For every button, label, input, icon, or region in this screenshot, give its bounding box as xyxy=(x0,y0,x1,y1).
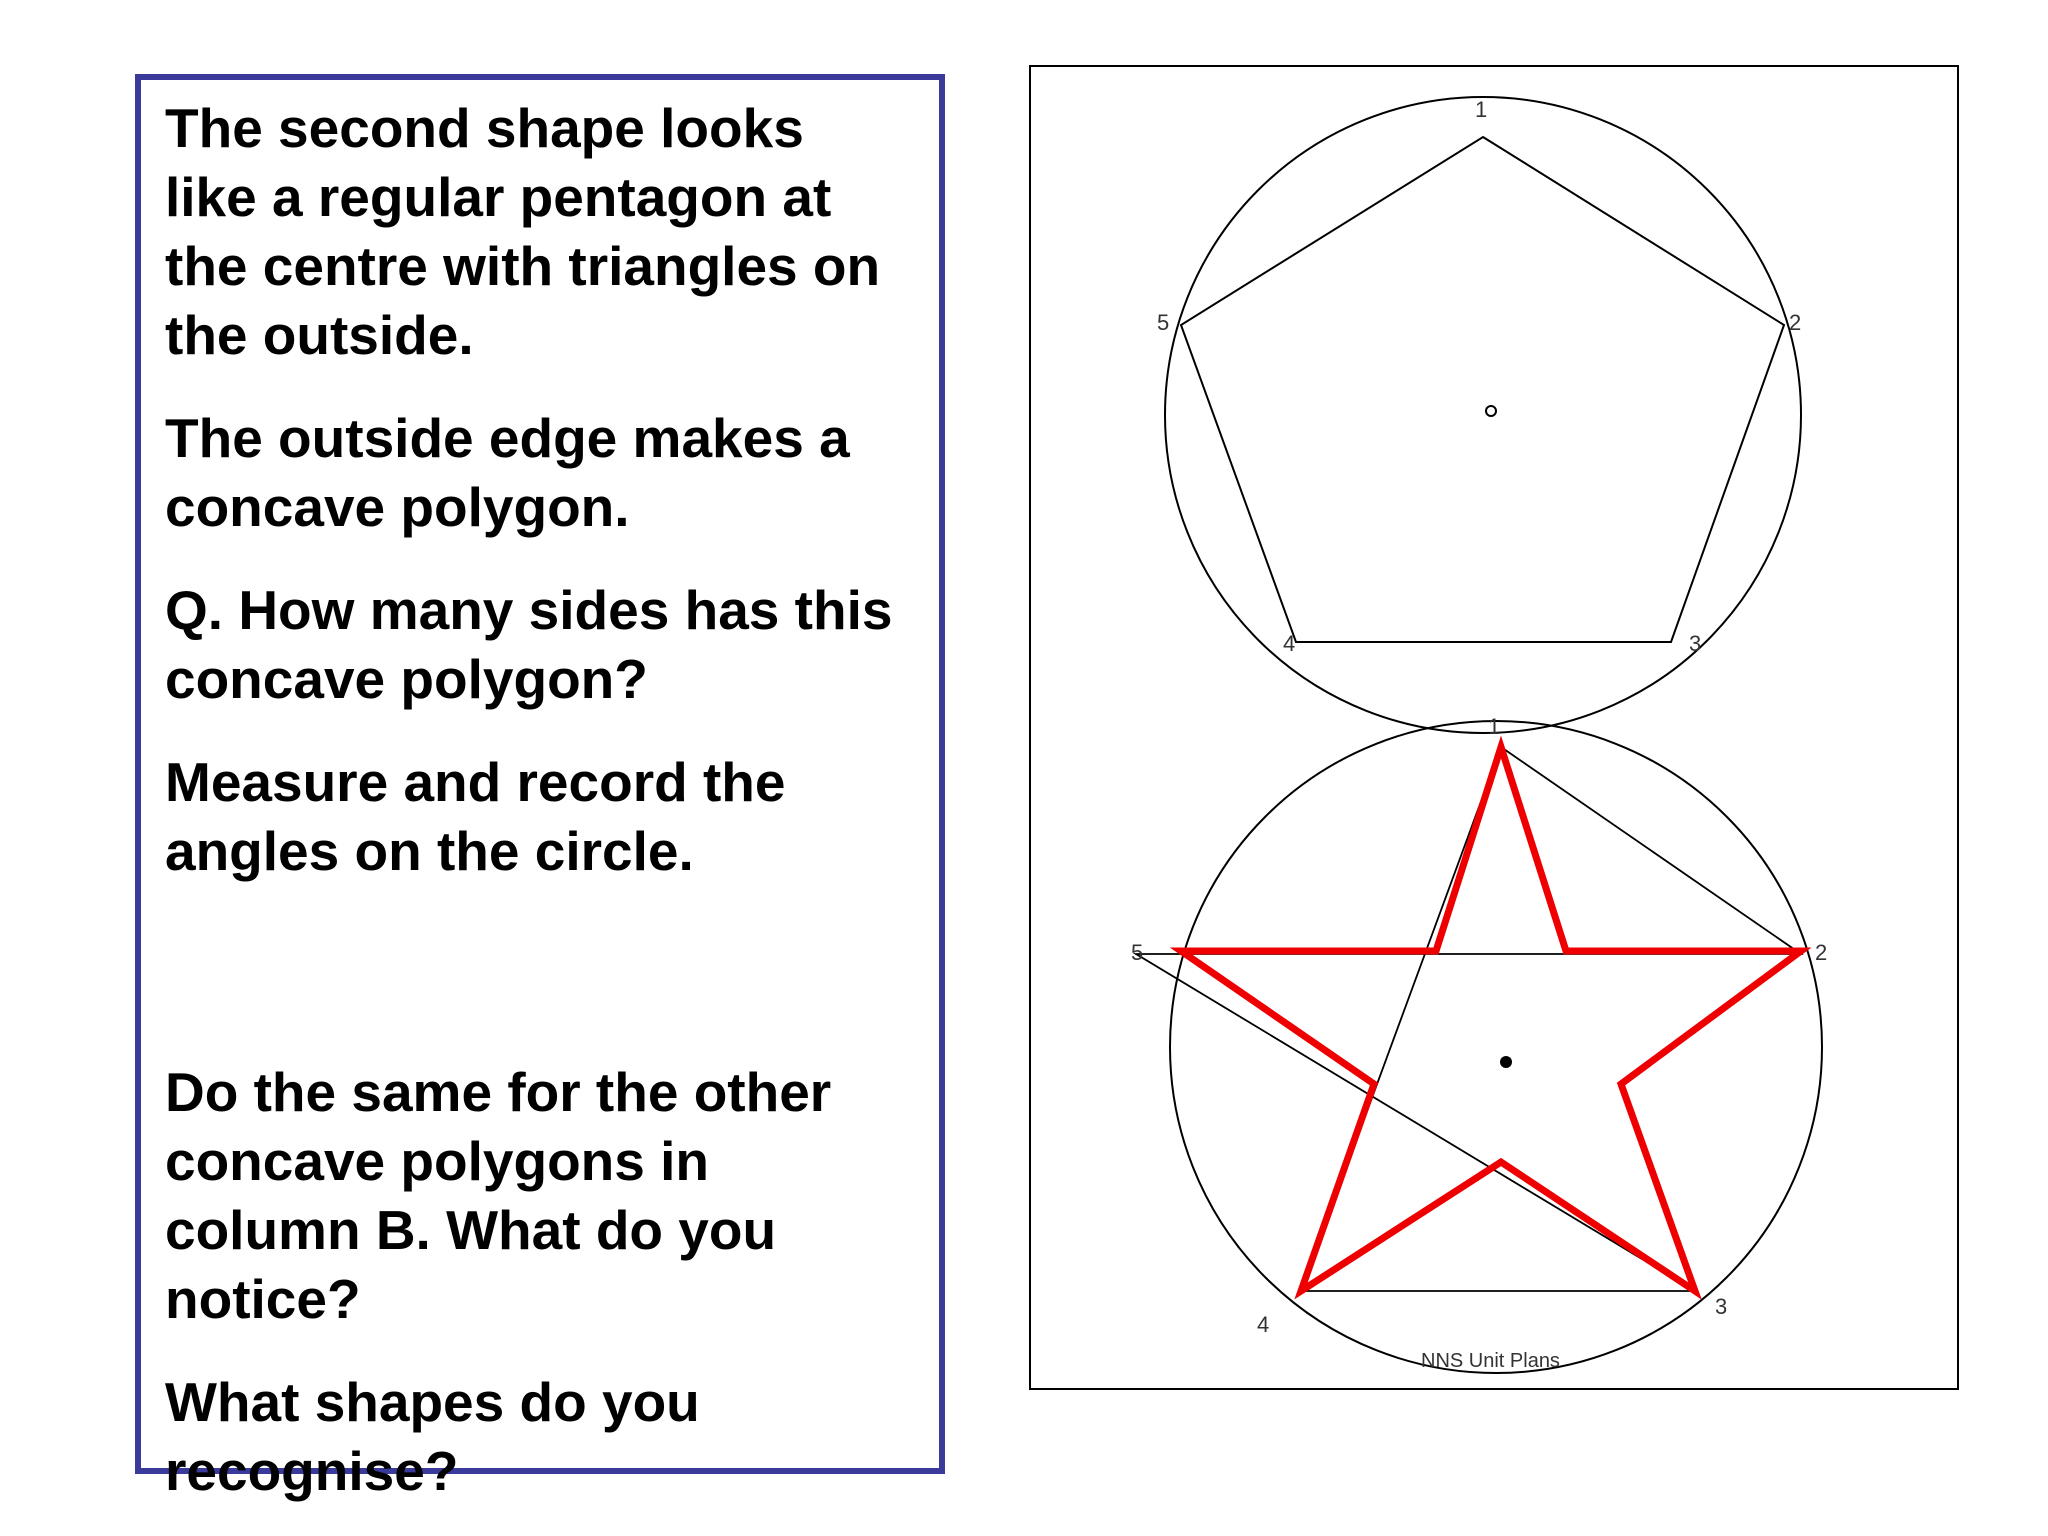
paragraph-other-polygons: Do the same for the other concave polygons in column B. What do you notice? xyxy=(165,1061,832,1330)
paragraph-recognise-shapes: What shapes do you recognise? xyxy=(165,1371,700,1502)
paragraph-question-sides: Q. How many sides has this concave polygon? xyxy=(165,579,893,710)
pentagon-vertex-label-2: 2 xyxy=(1789,310,1802,335)
regular-pentagon xyxy=(1181,137,1784,642)
pentagram-thin-lines xyxy=(1136,747,1801,1291)
red-star-outline xyxy=(1181,747,1801,1291)
pentagon-circumcircle xyxy=(1165,97,1801,733)
pentagon-vertex-label-4: 4 xyxy=(1283,631,1296,656)
instructions-panel xyxy=(135,74,945,1502)
star-vertex-label-1: 1 xyxy=(1488,714,1501,739)
star-vertex-label-2: 2 xyxy=(1815,940,1828,965)
figure-credit: NNS Unit Plans xyxy=(1421,1350,1560,1372)
pentagram-diagram xyxy=(1131,714,1827,1373)
star-vertex-label-5: 5 xyxy=(1131,940,1144,965)
pentagram-centre-point xyxy=(1500,1056,1512,1068)
pentagram-circumcircle xyxy=(1170,721,1822,1373)
paragraph-concave-edge: The outside edge makes a concave polygon. xyxy=(165,407,850,538)
pentagon-centre-point xyxy=(1486,406,1496,416)
pentagon-vertex-label-3: 3 xyxy=(1689,631,1702,656)
pentagon-diagram xyxy=(1157,97,1801,733)
pentagon-vertex-label-1: 1 xyxy=(1475,97,1488,122)
figure-frame xyxy=(1029,65,1959,1390)
star-vertex-label-3: 3 xyxy=(1715,1294,1728,1319)
paragraph-measure-angles: Measure and record the angles on the circle. xyxy=(165,751,786,882)
paragraph-description: The second shape looks like a regular pentagon at the centre with triangles on the outside. xyxy=(165,97,881,366)
pentagon-vertex-label-5: 5 xyxy=(1157,310,1170,335)
geometry-figure xyxy=(1031,67,1961,1392)
star-vertex-label-4: 4 xyxy=(1257,1312,1270,1337)
